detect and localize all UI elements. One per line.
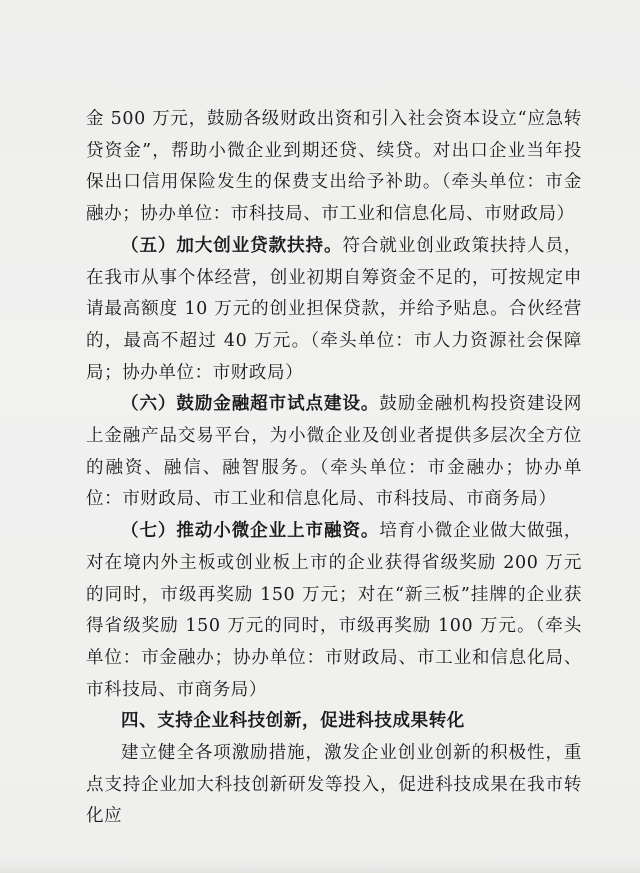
paragraph-lead: （六）鼓励金融超市试点建设。 (121, 394, 380, 415)
document-page (86, 104, 582, 833)
paragraph-text: 鼓励金融机构投资建设网上金融产品交易平台，为小微企业及创业者提供多层次全方位的融资、融信、融智服务。（牵头单位：市金融办；协办单位：市财政局、市工业和信息化局、市科技局、市商务局） (86, 394, 582, 510)
paragraph-text: 建立健全各项激励措施，激发企业创业创新的积极性，重点支持企业加大科技创新研发等投入，促进科技成果在我市转化应 (86, 743, 582, 827)
paragraph-lead: （七）推动小微企业上市融资。 (121, 521, 380, 542)
section-paragraph (86, 738, 582, 833)
paragraph-item-six (86, 389, 582, 516)
paragraph-text: 金 500 万元，鼓励各级财政出资和引入社会资本设立“应急转贷资金”，帮助小微企业到期还贷、续贷。对出口企业当年投保出口信用保险发生的保费支出给予补助。（牵头单位：市金融办；协办单位：市科技局、市工业和信息化局、市财政局） (86, 109, 582, 225)
paragraph-text: 培育小微企业做大做强，对在境内外主板或创业板上市的企业获得省级奖励 200 万元的同时，市级再奖励 150 万元；对在“新三板”挂牌的企业获得省级奖励 150 万元的同时，市级再奖励 100 万元。（牵头单位：市金融办；协办单位：市财政局、市工业和信息化局、市科技局、市商务局） (86, 521, 582, 700)
paragraph-item-seven (86, 516, 582, 706)
paragraph-text: 符合就业创业政策扶持人员，在我市从事个体经营，创业初期自筹资金不足的，可按规定申请最高额度 10 万元的创业担保贷款，并给予贴息。合伙经营的，最高不超过 40 万元。（牵头单位：市人力资源社会保障局；协办单位：市财政局） (86, 235, 582, 383)
paragraph-item-five (86, 231, 582, 390)
page-bottom-shadow (0, 859, 640, 873)
paragraph-continued (86, 104, 582, 231)
section-heading: 四、支持企业科技创新，促进科技成果转化 (121, 711, 465, 732)
paragraph-lead: （五）加大创业贷款扶持。 (121, 235, 343, 256)
